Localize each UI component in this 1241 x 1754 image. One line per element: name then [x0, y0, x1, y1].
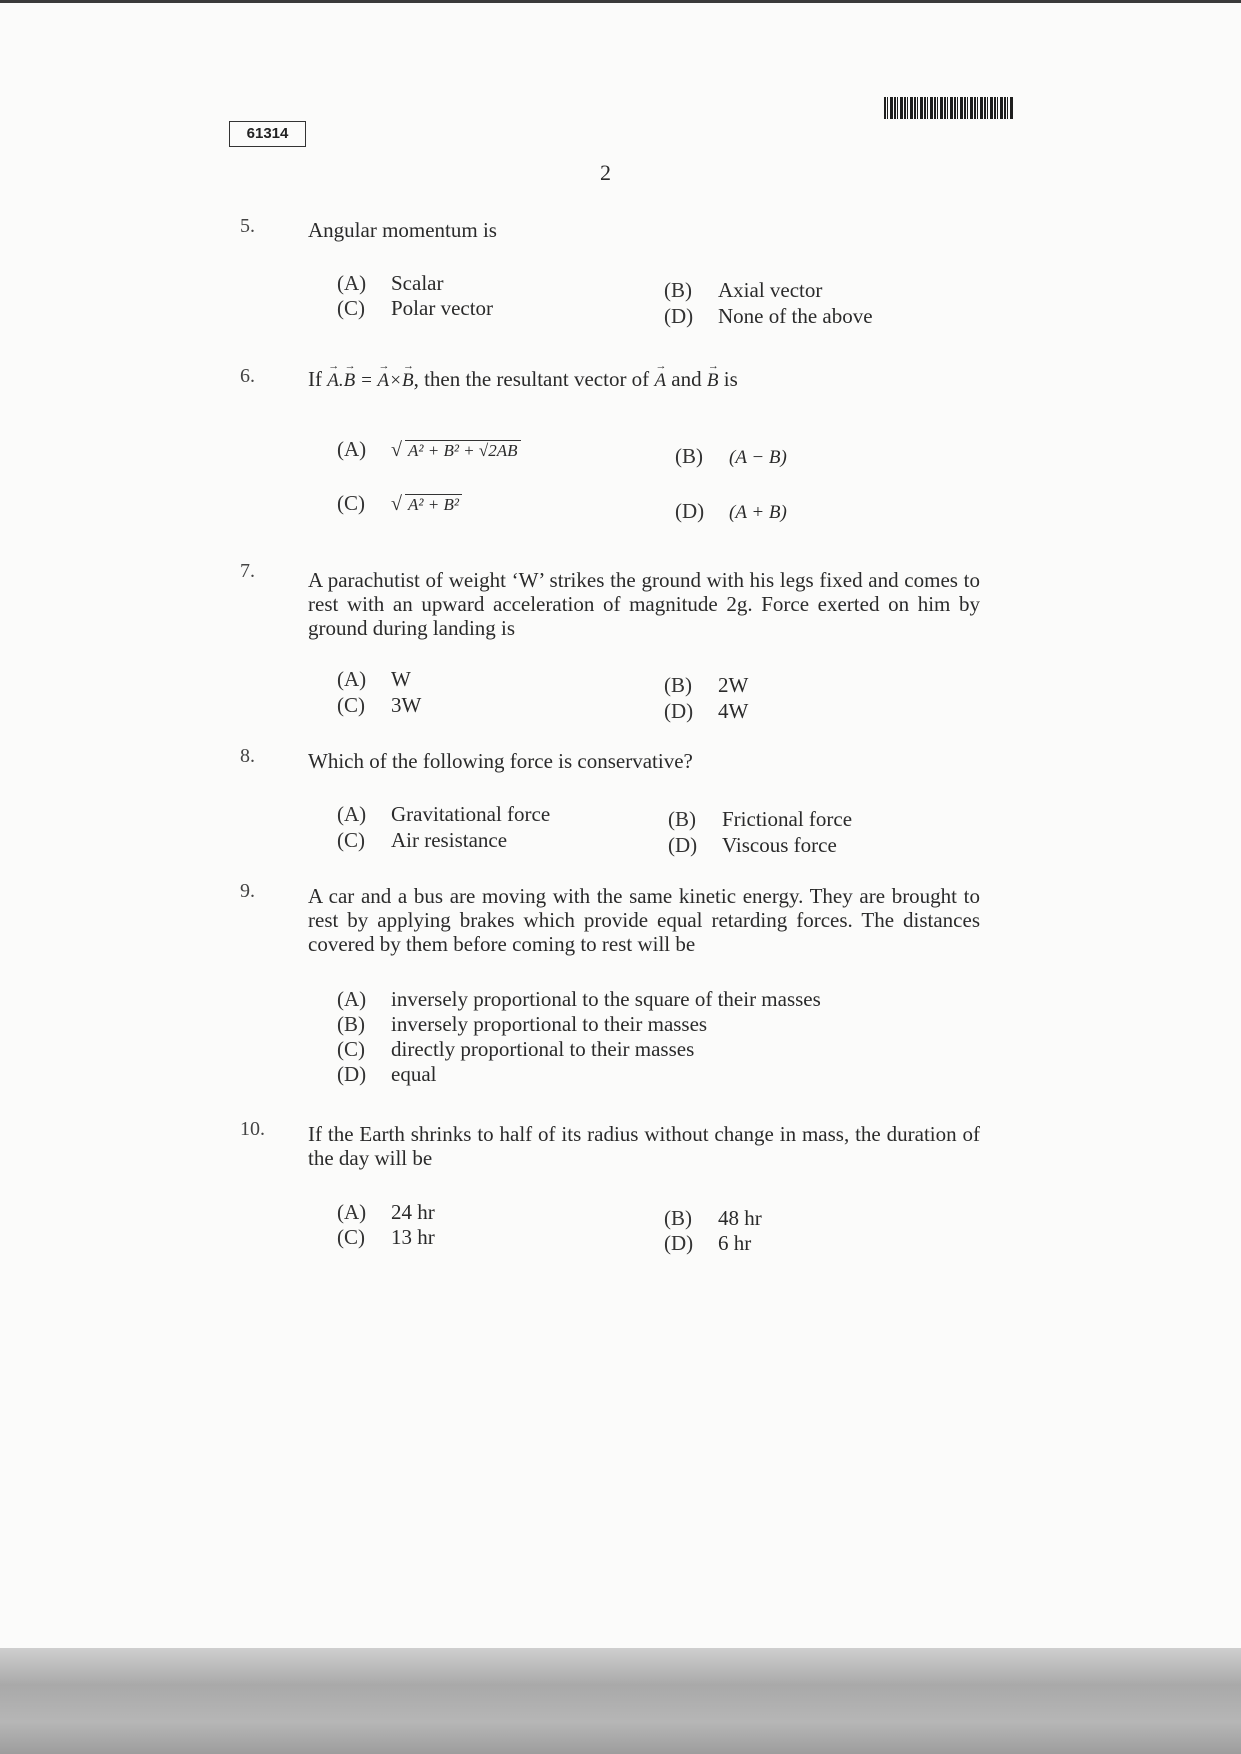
- question-text: If the Earth shrinks to half of its radius without change in mass, the duration of the day will be: [308, 1122, 980, 1170]
- option-c: [337, 1225, 435, 1250]
- question-number: 9.: [240, 880, 255, 902]
- option-text: 6 hr: [718, 1231, 752, 1255]
- option-label: (D): [664, 304, 694, 328]
- question-text-if: If: [308, 367, 322, 391]
- option-text: Viscous force: [722, 833, 837, 857]
- option-c: [337, 296, 493, 321]
- option-text: None of the above: [718, 304, 873, 328]
- option-text: Frictional force: [722, 807, 853, 831]
- vector-b: → B: [344, 369, 356, 393]
- sqrt-sign-icon: √: [391, 493, 402, 515]
- option-text: inversely proportional to their masses: [391, 1012, 708, 1036]
- option-c: [337, 693, 421, 718]
- option-text: (A + B): [729, 502, 787, 523]
- option-label: (B): [668, 807, 696, 831]
- option-text: (A − B): [729, 447, 787, 468]
- page-number: 2: [600, 160, 611, 185]
- option-a: [337, 667, 411, 692]
- option-text: 13 hr: [391, 1225, 435, 1249]
- option-label: (C): [337, 296, 365, 320]
- option-text: A² + B²: [405, 494, 462, 514]
- question-number: 6.: [240, 365, 255, 387]
- option-text: W: [391, 667, 411, 691]
- option-text: A² + B² + √2AB: [405, 440, 521, 460]
- option-c: [337, 1037, 694, 1062]
- question-number: 7.: [240, 560, 255, 582]
- vector-b: → B: [707, 369, 719, 393]
- question-text: A car and a bus are moving with the same kinetic energy. They are brought to rest by applying brakes which provide equal retarding forces. The distances covered by them before coming to rest will be: [308, 884, 980, 956]
- option-label: (A): [337, 987, 367, 1011]
- option-a: [337, 1200, 435, 1225]
- vector-a: → A: [327, 369, 339, 393]
- vector-b: → B: [402, 369, 414, 393]
- option-label: (B): [664, 673, 692, 697]
- option-label: (C): [337, 491, 365, 515]
- option-b: [675, 444, 787, 469]
- option-a: [337, 802, 550, 827]
- question-number: 10.: [240, 1118, 265, 1140]
- option-label: (A): [337, 667, 367, 691]
- sqrt-expression: [391, 441, 521, 461]
- option-a: [337, 987, 821, 1012]
- option-text: Gravitational force: [391, 802, 551, 826]
- sqrt-sign-icon: √: [391, 439, 402, 461]
- option-text: 2W: [718, 673, 749, 697]
- option-label: (D): [668, 833, 698, 857]
- option-b: [664, 673, 748, 698]
- option-label: (B): [337, 1012, 365, 1036]
- option-label: (A): [337, 1200, 367, 1224]
- option-d: [337, 1062, 436, 1087]
- option-d: [668, 833, 837, 858]
- option-text: equal: [391, 1062, 437, 1086]
- option-b: [664, 278, 822, 303]
- option-label: (D): [664, 699, 694, 723]
- option-text: inversely proportional to the square of their masses: [391, 987, 821, 1011]
- option-label: (C): [337, 828, 365, 852]
- option-b: [668, 807, 852, 832]
- option-c: [337, 828, 507, 853]
- vector-a: → A: [654, 369, 666, 393]
- dot-cross-equation: → A.→ B = → A×→ B: [327, 370, 413, 391]
- option-text: Scalar: [391, 271, 444, 295]
- question-text-is: is: [723, 367, 738, 391]
- barcode: [884, 97, 1014, 119]
- option-b: [664, 1206, 762, 1231]
- option-d: [664, 304, 873, 329]
- question-text-and: and: [671, 367, 702, 391]
- question-number: 5.: [240, 215, 255, 237]
- option-d: [664, 699, 748, 724]
- question-text: Which of the following force is conservative?: [308, 749, 693, 773]
- question-text: A parachutist of weight ‘W’ strikes the ground with his legs fixed and comes to rest with an upward acceleration of magnitude 2g. Force exerted on him by ground during landing is: [308, 568, 980, 640]
- option-label: (C): [337, 693, 365, 717]
- option-text: Polar vector: [391, 296, 494, 320]
- question-text: Angular momentum is: [308, 218, 497, 242]
- option-text: 48 hr: [718, 1206, 762, 1230]
- paper-code-box: 61314: [229, 121, 306, 147]
- scanner-edge-band: [0, 1648, 1241, 1754]
- vector-a: → A: [378, 369, 390, 393]
- option-label: (A): [337, 437, 367, 461]
- option-label: (B): [664, 1206, 692, 1230]
- top-edge: [0, 0, 1241, 3]
- option-label: (A): [337, 271, 367, 295]
- option-a: [337, 437, 521, 462]
- question-text-mid: , then the resultant vector of: [413, 367, 650, 391]
- option-text: directly proportional to their masses: [391, 1037, 695, 1061]
- option-label: (B): [664, 278, 692, 302]
- option-text: Axial vector: [718, 278, 823, 302]
- option-label: (D): [675, 499, 705, 523]
- option-text: 24 hr: [391, 1200, 435, 1224]
- sqrt-expression: [391, 495, 462, 515]
- option-text: Air resistance: [391, 828, 508, 852]
- question-number: 8.: [240, 745, 255, 767]
- option-a: [337, 271, 443, 296]
- option-label: (C): [337, 1225, 365, 1249]
- option-d: [675, 499, 787, 524]
- option-c: [337, 491, 462, 516]
- option-label: (D): [664, 1231, 694, 1255]
- option-label: (C): [337, 1037, 365, 1061]
- question-text: [308, 367, 980, 393]
- option-b: [337, 1012, 707, 1037]
- option-d: [664, 1231, 751, 1256]
- option-label: (A): [337, 802, 367, 826]
- option-label: (B): [675, 444, 703, 468]
- option-text: 4W: [718, 699, 749, 723]
- option-label: (D): [337, 1062, 367, 1086]
- option-text: 3W: [391, 693, 422, 717]
